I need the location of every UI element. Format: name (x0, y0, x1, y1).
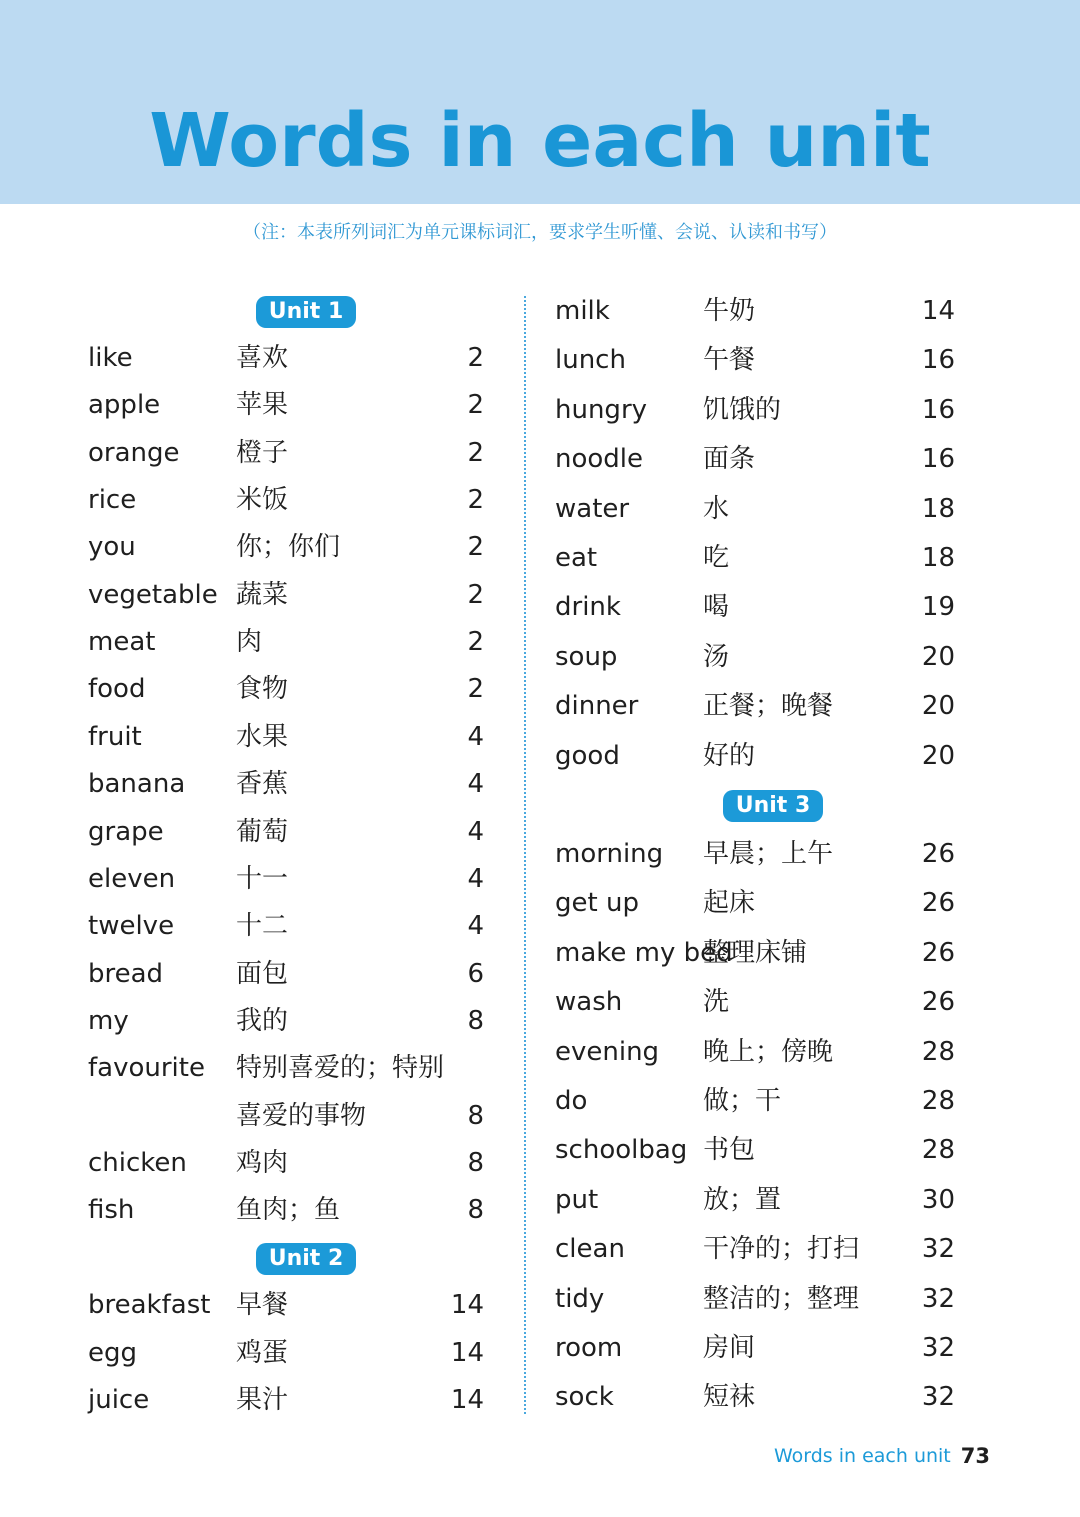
footer-title: Words in each unit (773, 1445, 951, 1467)
page-reference: 18 (921, 493, 955, 524)
word-row (555, 587, 955, 627)
english-word: soup (555, 641, 618, 672)
english-word: eleven (88, 863, 176, 894)
chinese-meaning: 房间 (703, 1333, 756, 1363)
page-reference: 14 (921, 296, 955, 326)
page-reference: 14 (450, 1290, 484, 1320)
chinese-meaning: 食物 (236, 674, 289, 705)
chinese-meaning: 放；置 (703, 1184, 782, 1215)
english-word: rice (88, 485, 137, 516)
english-word: put (555, 1184, 599, 1215)
chinese-meaning: 吃 (703, 543, 730, 573)
page-reference: 4 (467, 816, 484, 847)
english-word: fruit (88, 721, 142, 752)
word-row (555, 1377, 955, 1417)
chinese-meaning: 果汁 (236, 1385, 289, 1415)
word-row (555, 686, 955, 726)
page-reference: 16 (921, 394, 955, 425)
chinese-meaning: 晚上；傍晚 (703, 1036, 834, 1067)
chinese-meaning: 我的 (236, 1005, 289, 1036)
english-word: meat (88, 627, 156, 658)
page-reference: 2 (467, 343, 484, 373)
chinese-meaning: 整洁的；整理 (703, 1283, 860, 1314)
word-row (88, 1096, 484, 1136)
english-word: fish (88, 1195, 135, 1226)
chinese-meaning: 香蕉 (236, 769, 289, 800)
word-row (88, 527, 484, 567)
chinese-meaning: 做；干 (703, 1086, 782, 1116)
word-row (88, 764, 484, 804)
page-reference: 26 (921, 937, 955, 968)
chinese-meaning: 苹果 (236, 390, 289, 421)
chinese-meaning: 正餐；晚餐 (703, 691, 834, 722)
english-word: sock (555, 1382, 614, 1413)
unit-3-badge: Unit 3 (723, 790, 823, 822)
page-reference: 19 (921, 592, 955, 623)
word-row (555, 1081, 955, 1121)
english-word: morning (555, 839, 664, 869)
chinese-meaning: 蔬菜 (236, 579, 289, 610)
page-reference: 16 (921, 345, 955, 376)
word-row (88, 812, 484, 852)
word-row (555, 637, 955, 677)
chinese-meaning: 橙子 (236, 437, 289, 468)
english-word: like (88, 343, 133, 373)
english-word: banana (88, 769, 186, 800)
english-word: drink (555, 592, 621, 623)
page-reference: 2 (467, 579, 484, 610)
word-row (88, 1190, 484, 1230)
english-word: chicken (88, 1147, 187, 1178)
page-reference: 28 (921, 1036, 955, 1067)
chinese-meaning: 水果 (236, 721, 289, 752)
page-reference: 14 (450, 1337, 484, 1368)
chinese-meaning: 特别喜爱的；特别 (236, 1053, 445, 1084)
page-reference: 28 (921, 1135, 955, 1166)
english-word: evening (555, 1036, 660, 1067)
chinese-meaning: 牛奶 (703, 296, 756, 326)
word-row (88, 1001, 484, 1041)
word-row (555, 439, 955, 479)
unit-2-badge: Unit 2 (256, 1243, 356, 1275)
page-reference: 32 (921, 1333, 955, 1363)
word-row (555, 1229, 955, 1269)
chinese-meaning: 饥饿的 (703, 394, 782, 425)
english-word: food (88, 674, 146, 705)
page-reference: 2 (467, 674, 484, 705)
page-reference: 2 (467, 627, 484, 658)
english-word: milk (555, 296, 610, 326)
english-word: juice (88, 1385, 150, 1415)
page-reference: 26 (921, 888, 955, 919)
word-row (88, 859, 484, 899)
chinese-meaning: 喝 (703, 592, 730, 623)
english-word: apple (88, 390, 161, 421)
word-row (88, 1333, 484, 1373)
english-word: noodle (555, 444, 644, 475)
word-row (88, 575, 484, 615)
chinese-meaning: 米饭 (236, 485, 289, 516)
page-title: Words in each unit (149, 98, 931, 184)
word-row (88, 1285, 484, 1325)
page-reference: 16 (921, 444, 955, 475)
chinese-meaning: 喜爱的事物 (236, 1100, 367, 1131)
page-reference: 2 (467, 390, 484, 421)
english-word: do (555, 1086, 588, 1116)
english-word: hungry (555, 394, 648, 425)
page-reference: 2 (467, 532, 484, 563)
english-word: lunch (555, 345, 626, 376)
page-reference: 8 (467, 1005, 484, 1036)
page-footer (770, 1444, 990, 1478)
word-row (555, 982, 955, 1022)
page-reference: 26 (921, 839, 955, 869)
instruction-note: （注：本表所列词汇为单元课标词汇，要求学生听懂、会说、认读和书写） (243, 222, 837, 243)
english-word: grape (88, 816, 164, 847)
english-word: twelve (88, 911, 175, 942)
word-row (555, 538, 955, 578)
english-word: bread (88, 958, 164, 989)
english-word: clean (555, 1234, 625, 1265)
chinese-meaning: 早晨；上午 (703, 839, 834, 869)
english-word: my (88, 1005, 129, 1036)
word-row (88, 338, 484, 378)
page-reference: 20 (921, 641, 955, 672)
page-reference: 28 (921, 1086, 955, 1116)
word-row (88, 954, 484, 994)
chinese-meaning: 葡萄 (236, 816, 289, 847)
english-word: you (88, 532, 136, 563)
chinese-meaning: 肉 (236, 627, 263, 658)
page-reference: 8 (467, 1100, 484, 1131)
word-row (88, 480, 484, 520)
page-reference: 26 (921, 987, 955, 1018)
page-reference: 14 (450, 1385, 484, 1415)
column-divider (524, 296, 526, 1414)
word-row (555, 291, 955, 331)
chinese-meaning: 汤 (703, 641, 730, 672)
english-word: wash (555, 987, 623, 1018)
chinese-meaning: 整理床铺 (703, 937, 808, 968)
chinese-meaning: 水 (703, 493, 730, 524)
page-reference: 18 (921, 543, 955, 573)
word-row (555, 340, 955, 380)
word-row (555, 1032, 955, 1072)
page-reference: 32 (921, 1234, 955, 1265)
unit-1-badge: Unit 1 (256, 296, 356, 328)
word-row (88, 433, 484, 473)
page-reference: 32 (921, 1283, 955, 1314)
word-row (555, 883, 955, 923)
chinese-meaning: 十二 (236, 911, 289, 942)
word-row (555, 834, 955, 874)
chinese-meaning: 鸡蛋 (236, 1337, 289, 1368)
english-word: favourite (88, 1053, 205, 1084)
english-word: egg (88, 1337, 138, 1368)
word-row (88, 906, 484, 946)
chinese-meaning: 起床 (703, 888, 756, 919)
page-reference: 30 (921, 1184, 955, 1215)
english-word: get up (555, 888, 639, 919)
word-row (88, 669, 484, 709)
english-word: orange (88, 437, 180, 468)
word-row (88, 385, 484, 425)
english-word: vegetable (88, 579, 218, 610)
page-reference: 4 (467, 721, 484, 752)
chinese-meaning: 喜欢 (236, 343, 289, 373)
chinese-meaning: 早餐 (236, 1290, 289, 1320)
page-reference: 20 (921, 691, 955, 722)
english-word: good (555, 740, 620, 771)
chinese-meaning: 午餐 (703, 345, 756, 376)
chinese-meaning: 好的 (703, 740, 756, 771)
chinese-meaning: 你；你们 (236, 532, 341, 563)
english-word: water (555, 493, 630, 524)
page-reference: 4 (467, 769, 484, 800)
page-reference: 32 (921, 1382, 955, 1413)
chinese-meaning: 面包 (236, 958, 289, 989)
english-word: tidy (555, 1283, 605, 1314)
word-row (555, 390, 955, 430)
english-word: dinner (555, 691, 639, 722)
chinese-meaning: 书包 (703, 1135, 756, 1166)
word-row (555, 1180, 955, 1220)
chinese-meaning: 干净的；打扫 (703, 1234, 860, 1265)
word-row (555, 489, 955, 529)
chinese-meaning: 短袜 (703, 1382, 756, 1413)
word-row (88, 1048, 484, 1088)
page-number: 73 (960, 1444, 990, 1468)
chinese-meaning: 十一 (236, 863, 289, 894)
word-row (555, 1279, 955, 1319)
english-word: breakfast (88, 1290, 211, 1320)
chinese-meaning: 鱼肉；鱼 (236, 1195, 341, 1226)
word-row (555, 1130, 955, 1170)
chinese-meaning: 面条 (703, 444, 756, 475)
word-row (88, 1143, 484, 1183)
word-row (88, 1380, 484, 1420)
chinese-meaning: 鸡肉 (236, 1147, 289, 1178)
page-reference: 4 (467, 863, 484, 894)
page-reference: 2 (467, 437, 484, 468)
page-reference: 8 (467, 1195, 484, 1226)
word-row (555, 1328, 955, 1368)
page-reference: 6 (467, 958, 484, 989)
page-reference: 20 (921, 740, 955, 771)
page-reference: 8 (467, 1147, 484, 1178)
english-word: eat (555, 543, 598, 573)
page-reference: 2 (467, 485, 484, 516)
chinese-meaning: 洗 (703, 987, 730, 1018)
word-row (555, 933, 955, 973)
english-word: room (555, 1333, 623, 1363)
page-reference: 4 (467, 911, 484, 942)
word-row (88, 717, 484, 757)
word-row (88, 622, 484, 662)
word-row (555, 736, 955, 776)
english-word: schoolbag (555, 1135, 688, 1166)
english-word: make my bed (555, 937, 733, 968)
